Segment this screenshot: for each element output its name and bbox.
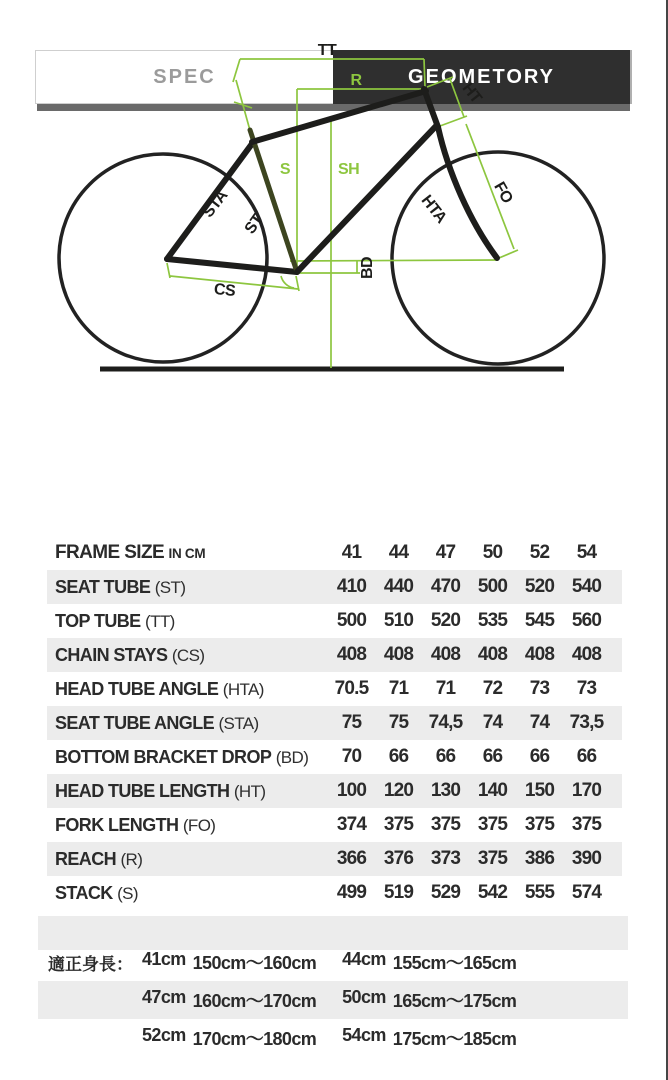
fit-guide-title: 適正身長： [48,954,133,974]
value-cell: 408 [477,644,508,665]
value-cell: 74 [482,712,503,733]
row-label-code: (FO) [182,815,216,835]
value-cell: 408 [336,644,367,665]
table-row [47,842,622,876]
dimension-lines [167,59,518,368]
table-row [47,638,622,672]
bike-frame [167,89,497,272]
fit-pairs [142,981,542,1019]
value-cell: 150 [524,780,555,801]
value-cell: 529 [430,882,461,903]
value-cell: 140 [477,780,508,801]
value-cell: 375 [524,814,555,835]
row-label [47,611,175,632]
row-label-code: (CS) [171,645,205,665]
value-cell: 71 [388,678,409,699]
row-label [47,713,259,734]
tab-geometory[interactable]: GEOMETORY [333,50,632,104]
row-label [47,883,138,904]
fit-size: 44cm [342,949,386,969]
row-cells [328,638,610,672]
fit-line [38,981,628,1019]
value-cell: 75 [341,712,362,733]
fit-pair [142,987,316,1013]
row-cells [328,774,610,808]
fit-pairs [142,943,542,981]
label-seat-tube: ST [241,211,267,238]
value-cell: 574 [571,882,602,903]
value-cell: 375 [477,848,508,869]
value-cell: 375 [571,814,602,835]
value-cell: 470 [430,576,461,597]
fit-range: 150cm〜160cm [192,953,317,973]
table-row [47,570,622,604]
table-row [47,774,622,808]
fit-size: 50cm [342,987,386,1007]
value-cell: 519 [383,882,414,903]
row-label [47,815,215,836]
row-label-code: (BD) [275,747,309,767]
value-cell: 560 [571,610,602,631]
value-cell: 375 [477,814,508,835]
label-reach: R [350,72,362,89]
row-cells [328,808,610,842]
value-cell: 75 [388,712,409,733]
table-body [0,570,668,910]
table-row [47,604,622,638]
header-label [47,542,205,564]
row-label-name: SEAT TUBE [55,576,151,597]
row-label [47,849,142,870]
geometry-table [0,536,668,910]
value-cell: 130 [430,780,461,801]
fit-pair [142,1025,316,1051]
fit-line [0,1019,668,1057]
row-label-name: HEAD TUBE ANGLE [55,678,219,699]
row-label-name: CHAIN STAYS [55,644,168,665]
value-cell: 500 [336,610,367,631]
value-cell: 374 [336,814,367,835]
label-bottom-bracket-drop: BD [359,256,376,280]
label-seat-tube-angle: STA [199,187,232,222]
fit-size: 41cm [142,949,186,969]
row-label-code: (ST) [154,577,186,597]
row-cells [328,604,610,638]
row-label-name: FORK LENGTH [55,814,179,835]
table-row [47,672,622,706]
label-head-tube-angle: HTA [417,192,450,227]
frame-size-unit: IN CM [168,546,206,561]
frame-size-label: FRAME SIZE [55,542,165,563]
size-header-cell: 50 [482,542,503,563]
value-cell: 73 [529,678,550,699]
value-cell: 72 [482,678,503,699]
value-cell: 510 [383,610,414,631]
value-cell: 373 [430,848,461,869]
value-cell: 74 [529,712,550,733]
row-label [47,577,185,598]
row-cells [328,740,610,774]
row-label-name: REACH [55,848,117,869]
row-cells [328,672,610,706]
fit-range: 175cm〜185cm [392,1029,517,1049]
label-head-tube: HT [458,79,485,107]
label-top-tube: TT [317,42,337,59]
fit-size: 47cm [142,987,186,1007]
row-label-code: (S) [117,883,138,903]
row-label-code: (HT) [233,781,266,801]
size-header-cell: 47 [435,542,456,563]
table-row [47,876,622,910]
table-row [47,740,622,774]
row-label [47,747,308,768]
fit-pair [342,1025,516,1051]
seat-tube [250,130,297,272]
row-label [47,645,204,666]
value-cell: 66 [529,746,550,767]
fit-range: 170cm〜180cm [192,1029,317,1049]
fork [438,127,497,258]
row-cells [328,876,610,910]
fit-range: 160cm〜170cm [192,991,317,1011]
row-label-name: STACK [55,882,113,903]
fit-line [0,943,668,981]
label-stack: S [279,161,290,178]
value-cell: 366 [336,848,367,869]
fit-size: 52cm [142,1025,186,1045]
value-cell: 66 [482,746,503,767]
row-label-code: (HTA) [222,679,264,699]
top-tube [252,91,426,142]
fit-size: 54cm [342,1025,386,1045]
value-cell: 73,5 [569,712,604,733]
value-cell: 520 [524,576,555,597]
value-cell: 66 [435,746,456,767]
row-label-name: HEAD TUBE LENGTH [55,780,230,801]
table-header-row [47,536,622,570]
table-row [47,706,622,740]
row-label-code: (R) [120,849,143,869]
row-label [47,679,264,700]
value-cell: 410 [336,576,367,597]
fit-pair [142,949,316,975]
value-cell: 408 [524,644,555,665]
value-cell: 408 [383,644,414,665]
value-cell: 66 [576,746,597,767]
fit-pair [342,987,516,1013]
label-standover-height: SH [338,161,360,178]
row-label-name: TOP TUBE [55,610,141,631]
value-cell: 545 [524,610,555,631]
value-cell: 74,5 [428,712,463,733]
value-cell: 73 [576,678,597,699]
label-chain-stays: CS [213,280,236,301]
chain-stay [167,259,297,272]
fit-guide [0,943,668,1057]
row-label-code: (TT) [145,611,175,631]
value-cell: 386 [524,848,555,869]
value-cell: 70.5 [334,678,369,699]
value-cell: 408 [571,644,602,665]
row-cells [328,570,610,604]
value-cell: 66 [388,746,409,767]
value-cell: 71 [435,678,456,699]
value-cell: 70 [341,746,362,767]
value-cell: 500 [477,576,508,597]
value-cell: 535 [477,610,508,631]
tab-spec[interactable]: SPEC [35,50,333,104]
fit-pair [342,949,516,975]
rear-wheel [59,154,267,362]
value-cell: 390 [571,848,602,869]
value-cell: 170 [571,780,602,801]
value-cell: 120 [383,780,414,801]
value-cell: 100 [336,780,367,801]
row-cells [328,842,610,876]
value-cell: 555 [524,882,555,903]
fit-pairs [142,1019,542,1057]
value-cell: 375 [383,814,414,835]
size-header-cell: 54 [576,542,597,563]
value-cell: 408 [430,644,461,665]
value-cell: 376 [383,848,414,869]
head-tube [424,89,438,127]
row-label [47,781,265,802]
header-cells [328,536,610,570]
size-header-cell: 41 [341,542,362,563]
down-tube [297,125,437,272]
row-label-name: BOTTOM BRACKET DROP [55,746,272,767]
value-cell: 375 [430,814,461,835]
size-header-cell: 52 [529,542,550,563]
fit-range: 165cm〜175cm [392,991,517,1011]
row-cells [328,706,610,740]
value-cell: 440 [383,576,414,597]
label-fork-length: FO [490,179,516,207]
row-label-name: SEAT TUBE ANGLE [55,712,215,733]
value-cell: 542 [477,882,508,903]
bike-geometry-diagram [0,0,668,420]
value-cell: 540 [571,576,602,597]
size-header-cell: 44 [388,542,409,563]
value-cell: 499 [336,882,367,903]
value-cell: 520 [430,610,461,631]
row-label-code: (STA) [218,713,259,733]
table-row [47,808,622,842]
fit-range: 155cm〜165cm [392,953,517,973]
